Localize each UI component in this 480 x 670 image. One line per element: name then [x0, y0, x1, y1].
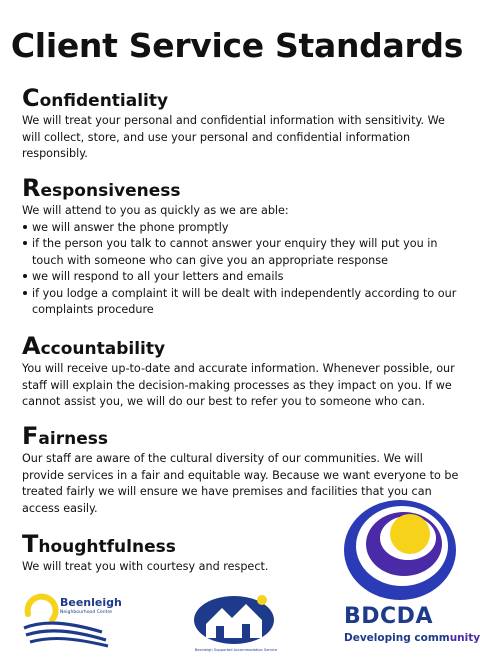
beenleigh-neighbourhood-centre-logo	[22, 588, 122, 650]
beenleigh-supported-accommodation-logo	[188, 588, 284, 656]
section-heading: Thoughtfulness	[22, 530, 176, 558]
page-title: Client Service Standards	[10, 26, 464, 65]
section-confidentiality	[22, 86, 458, 163]
list-item: we will answer the phone promptly	[22, 220, 458, 237]
section-body: You will receive up-to-date and accurate information. Whenever possible, our staff will explain the decision-making processes as they impact on you. If we cannot assist you, we will do our best to refer you to someone who can.	[22, 362, 455, 408]
section-body: Our staff are aware of the cultural diversity of our communities. We will provide services in a fair and equitable way. Because we want everyone to be treated fairly we will ensure we have premises and facilities that you can access easily.	[22, 452, 459, 515]
logo-tagline: Developing community	[344, 632, 480, 644]
sun-globe-icon	[338, 500, 468, 604]
bullet-icon	[23, 225, 27, 229]
section-heading: Responsiveness	[22, 174, 181, 202]
list-item: if the person you talk to cannot answer your enquiry they will put you in	[22, 236, 458, 253]
section-heading: Confidentiality	[22, 84, 169, 112]
bullet-icon	[23, 274, 27, 278]
logo-name: BDCDA	[344, 604, 433, 629]
bullet-icon	[23, 241, 27, 245]
list-item: we will respond to all your letters and emails	[22, 269, 458, 286]
logo-name: Beenleigh Supported Accommodation Service	[194, 648, 278, 652]
section-responsiveness	[22, 176, 458, 319]
section-heading: Accountability	[22, 332, 166, 360]
logo-subtitle: Neighbourhood Centre	[60, 610, 113, 615]
section-accountability	[22, 334, 458, 411]
section-body: We will treat you with courtesy and respect.	[22, 560, 269, 573]
list-item: if you lodge a complaint it will be dealt with independently according to our	[22, 286, 458, 303]
section-body: We will attend to you as quickly as we are able: we will answer the phone promptly if the person you talk to cannot answer your enquiry they will put you in touch with someone who can give you an appropriate response we will respond to all your letters and emails if you lodge a complaint it will be dealt with independently according to our complaints procedure	[22, 204, 457, 316]
houses-icon	[188, 588, 284, 648]
bdcda-logo	[338, 500, 480, 652]
bullet-icon	[23, 291, 27, 295]
section-body: We will treat your personal and confidential information with sensitivity. We will collect, store, and use your personal and confidential information responsibly.	[22, 114, 445, 160]
section-heading: Fairness	[22, 422, 108, 450]
logo-name: Beenleigh	[60, 596, 122, 609]
